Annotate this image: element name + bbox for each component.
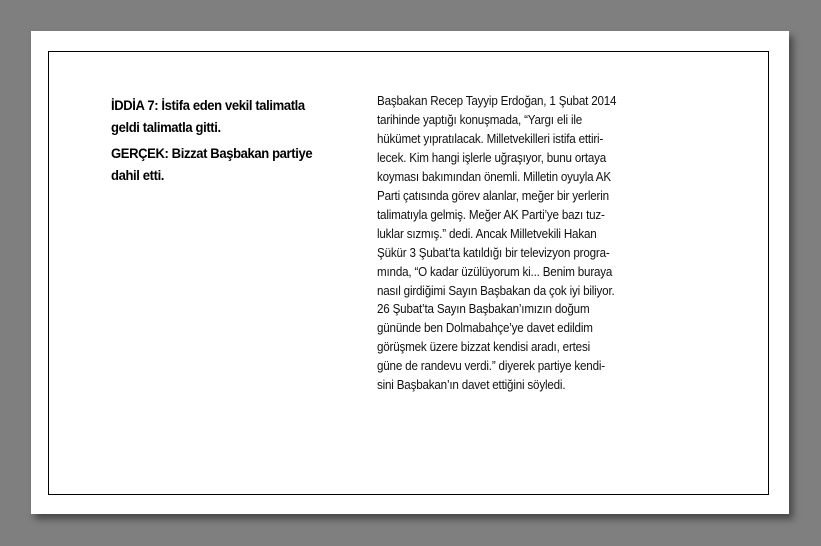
claim-column [111,94,334,190]
document-page [31,31,789,514]
body-line: sini Başbakan’ın davet ettiğini söyledi. [377,378,566,393]
body-line: 26 Şubat’ta Sayın Başbakan’ımızın doğum [377,302,590,317]
body-line: görüşmek üzere bizzat kendisi aradı, ertesi [377,340,590,355]
body-line: Şükür 3 Şubat’ta katıldığı bir televizyon progra- [377,245,610,260]
body-line: gününde ben Dolmabahçe’ye davet edildim [377,321,593,336]
body-text [377,92,677,395]
body-line: güne de randevu verdi.” diyerek partiye kendi- [377,359,605,374]
body-line: Başbakan Recep Tayyip Erdoğan, 1 Şubat 2014 [377,94,617,108]
body-line: Parti çatısında görev alanlar, meğer bir yerlerin [377,188,609,203]
body-line: mında, “O kadar üzülüyorum ki... Benim buraya [377,264,613,279]
body-line: tarihinde yaptığı konuşmada, “Yargı eli ile [377,112,583,127]
body-line: nasıl girdiğimi Sayın Başbakan da çok iyi biliyor. [377,283,615,298]
body-line: hükümet yıpratılacak. Milletvekilleri istifa ettiri- [377,131,604,146]
body-line: koyması bakımından önemli. Milletin oyuyla AK [377,169,611,184]
body-line: lecek. Kim hangi işlerle uğraşıyor, bunu ortaya [377,150,607,165]
claim-heading: İDDİA 7: İstifa eden vekil talimatla geldi talimatla gitti. [111,97,305,135]
body-line: luklar sızmış.” dedi. Ancak Milletvekili Hakan [377,226,597,241]
body-line: talimatıyla gelmiş. Meğer AK Parti’ye bazı tuz- [377,207,605,222]
claim-response: GERÇEK: Bizzat Başbakan partiye dahil etti. [111,145,313,183]
